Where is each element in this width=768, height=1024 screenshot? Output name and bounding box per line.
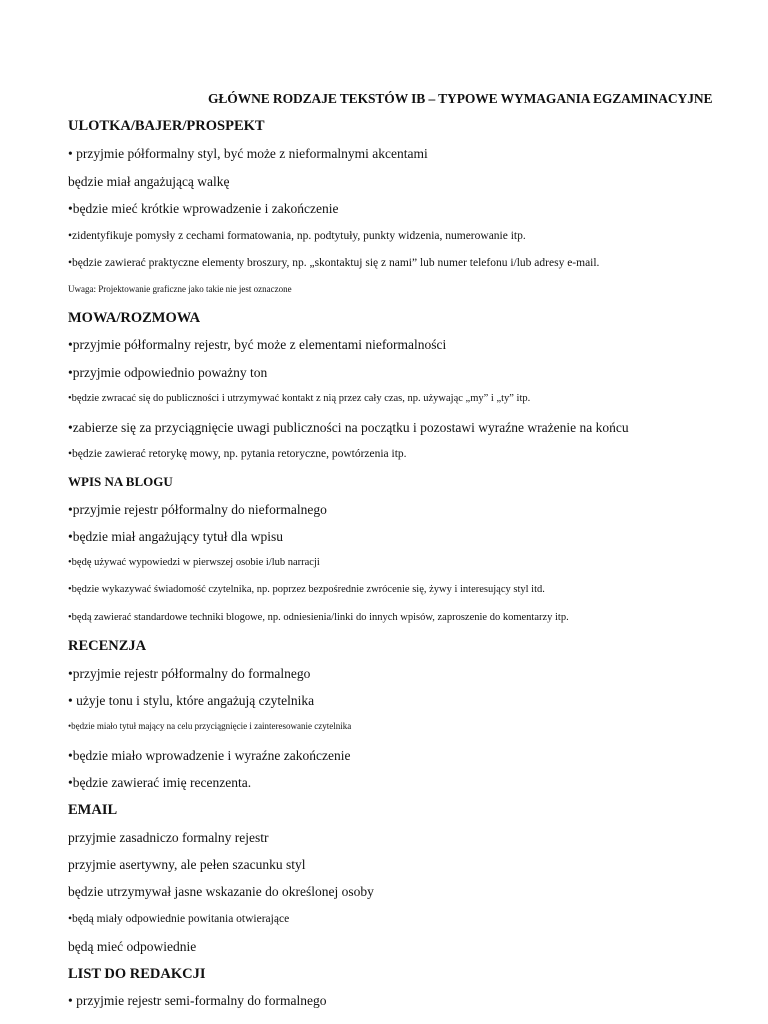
list-item: •będzie mieć krótkie wprowadzenie i zakończenie (68, 201, 339, 216)
section-heading-blog: WPIS NA BLOGU (68, 474, 173, 489)
section-heading-review: RECENZJA (68, 638, 147, 654)
document-title: GŁÓWNE RODZAJE TEKSTÓW IB – TYPOWE WYMAGANIA EGZAMINACYJNE (208, 91, 713, 106)
list-item: • przyjmie rejestr semi-formalny do formalnego (68, 993, 327, 1008)
list-item: będą mieć odpowiednie (68, 939, 197, 954)
list-item: •będzie zawierać retorykę mowy, np. pytania retoryczne, powtórzenia itp. (68, 448, 407, 460)
list-item: •będą zawierać standardowe techniki blogowe, np. odniesienia/linki do innych wpisów, zaproszenie do komentarzy itp. (68, 612, 569, 623)
section-heading-speech: MOWA/ROZMOWA (68, 310, 201, 326)
list-item: •będzie miało tytuł mający na celu przyciągnięcie i zainteresowanie czytelnika (68, 721, 352, 731)
list-item: będzie utrzymywał jasne wskazanie do określonej osoby (68, 884, 374, 899)
section-heading-leaflet: ULOTKA/BAJER/PROSPEKT (68, 118, 265, 134)
list-item: •będzie wykazywać świadomość czytelnika, np. poprzez bezpośrednie zwrócenie się, żywy i interesujący styl itd. (68, 584, 545, 595)
list-item: • przyjmie półformalny styl, być może z nieformalnymi akcentami (68, 146, 428, 161)
list-item: •będzie miał angażujący tytuł dla wpisu (68, 529, 284, 544)
list-item: przyjmie asertywny, ale pełen szacunku styl (68, 857, 306, 872)
list-item: •będzie miało wprowadzenie i wyraźne zakończenie (68, 748, 351, 763)
list-item: •zabierze się za przyciągnięcie uwagi publiczności na początku i pozostawi wyraźne wrażenie na końcu (68, 420, 629, 435)
list-item: •przyjmie rejestr półformalny do formalnego (68, 666, 311, 681)
list-item: •przyjmie odpowiednio poważny ton (68, 365, 268, 380)
list-item: •będą miały odpowiednie powitania otwierające (68, 913, 290, 925)
note-text: Uwaga: Projektowanie graficzne jako takie nie jest oznaczone (68, 284, 292, 294)
section-heading-letter-to-editor: LIST DO REDAKCJI (68, 966, 206, 982)
list-item: •zidentyfikuje pomysły z cechami formatowania, np. podtytuły, punkty widzenia, numerowanie itp. (68, 230, 526, 242)
list-item: przyjmie zasadniczo formalny rejestr (68, 830, 269, 845)
list-item: • użyje tonu i stylu, które angażują czytelnika (68, 693, 315, 708)
list-item: •będzie zawierać praktyczne elementy broszury, np. „skontaktuj się z nami” lub numer telefonu i/lub adresy e-mail. (68, 257, 600, 269)
list-item: będzie miał angażującą walkę (68, 174, 230, 189)
list-item: •przyjmie rejestr półformalny do nieformalnego (68, 502, 327, 517)
list-item: •będzie zawierać imię recenzenta. (68, 775, 252, 790)
list-item: •przyjmie półformalny rejestr, być może z elementami nieformalności (68, 337, 447, 352)
list-item: •będę używać wypowiedzi w pierwszej osobie i/lub narracji (68, 557, 320, 568)
section-heading-email: EMAIL (68, 802, 118, 818)
list-item: •będzie zwracać się do publiczności i utrzymywać kontakt z nią przez cały czas, np. używając „my” i „ty” itp. (68, 393, 531, 404)
